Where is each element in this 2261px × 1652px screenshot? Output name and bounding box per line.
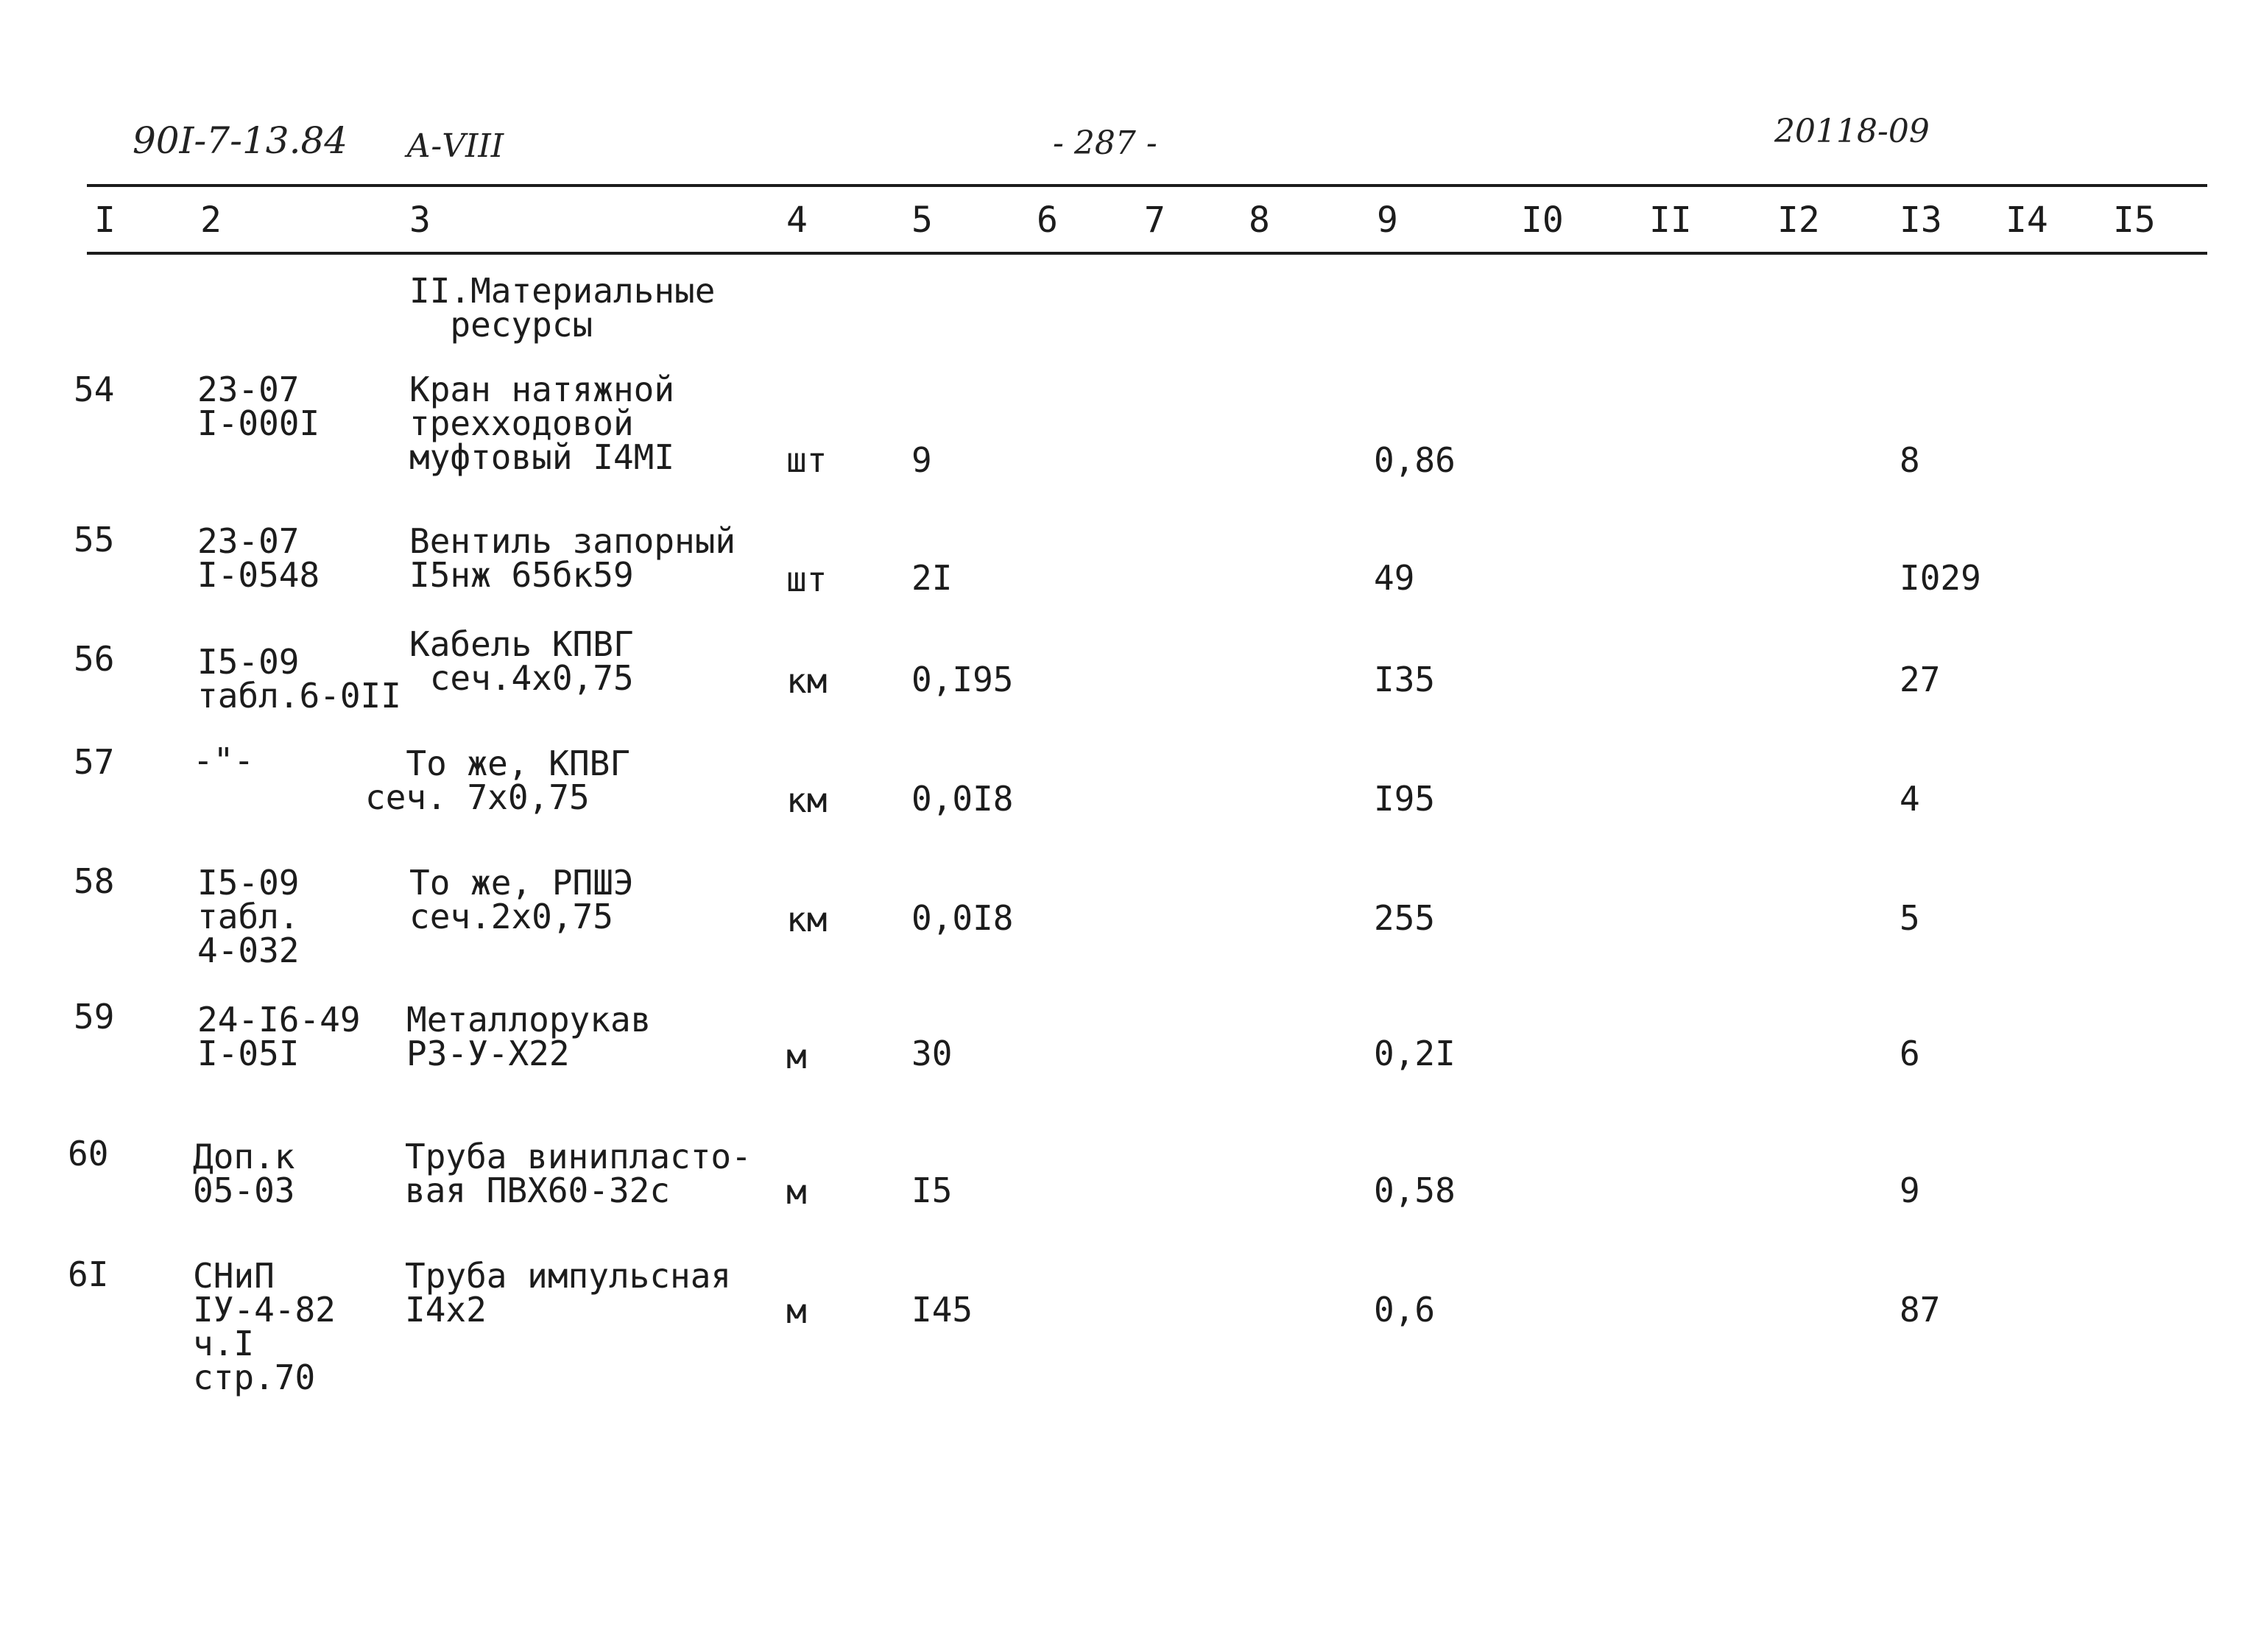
section-title: II.Материальные ресурсы bbox=[409, 271, 716, 345]
row-code: I5-09 табл.6-0II bbox=[197, 642, 401, 716]
row-code: 24-I6-49 I-05I bbox=[197, 1000, 361, 1073]
page-number: - 287 - bbox=[1053, 124, 1157, 162]
row-code: 23-07 I-000I bbox=[197, 370, 320, 443]
row-number: 59 bbox=[74, 997, 115, 1037]
row-name: Труба винипласто- вая ПВХ60-32с bbox=[405, 1137, 752, 1210]
row-total: 5 bbox=[1900, 898, 1920, 938]
doc-code: 90I-7-13.84 bbox=[133, 119, 348, 162]
row-unit: км bbox=[786, 661, 828, 701]
row-unit: км bbox=[786, 780, 828, 820]
row-unit: м bbox=[786, 1172, 807, 1212]
row-name: Кабель КПВГ сеч.4х0,75 bbox=[409, 624, 634, 698]
col-8: 8 bbox=[1249, 200, 1270, 241]
col-5: 5 bbox=[911, 200, 933, 241]
row-name: То же, РПШЭ сеч.2х0,75 bbox=[409, 863, 634, 936]
row-number: 58 bbox=[74, 861, 115, 901]
row-name: То же, КПВГ сеч. 7х0,75 bbox=[365, 744, 631, 817]
row-qty: 9 bbox=[911, 440, 932, 480]
top-rule bbox=[87, 184, 2207, 187]
row-name: Труба импульсная I4х2 bbox=[405, 1256, 732, 1330]
row-unit: км bbox=[786, 900, 828, 939]
row-total: 9 bbox=[1900, 1171, 1920, 1210]
col-7: 7 bbox=[1144, 200, 1165, 241]
row-total: 87 bbox=[1900, 1290, 1941, 1330]
row-price: I35 bbox=[1374, 660, 1436, 699]
row-total: 8 bbox=[1900, 440, 1920, 480]
row-qty: I5 bbox=[911, 1171, 953, 1210]
row-price: 0,58 bbox=[1374, 1171, 1456, 1210]
row-qty: 30 bbox=[911, 1034, 953, 1073]
row-qty: 0,0I8 bbox=[911, 898, 1014, 938]
col-3: 3 bbox=[409, 200, 431, 241]
col-10: I0 bbox=[1521, 200, 1564, 241]
row-qty: 0,0I8 bbox=[911, 779, 1014, 819]
row-number: 57 bbox=[74, 742, 115, 782]
row-code: 23-07 I-0548 bbox=[197, 521, 320, 595]
album-mark: А-VIII bbox=[406, 127, 504, 165]
row-number: 6I bbox=[68, 1254, 109, 1294]
row-qty: I45 bbox=[911, 1290, 973, 1330]
row-price: 49 bbox=[1374, 558, 1415, 598]
row-price: I95 bbox=[1374, 779, 1436, 819]
row-number: 55 bbox=[74, 520, 115, 560]
row-name: Кран натяжной трехходовой муфтовый I4МI bbox=[409, 370, 675, 477]
col-6: 6 bbox=[1037, 200, 1058, 241]
header-bottom-rule bbox=[87, 252, 2207, 255]
row-number: 56 bbox=[74, 639, 115, 679]
row-code: -"- bbox=[193, 741, 255, 780]
row-total: 6 bbox=[1900, 1034, 1920, 1073]
row-unit: шт bbox=[786, 560, 828, 599]
row-qty: 0,I95 bbox=[911, 660, 1014, 699]
row-total: 4 bbox=[1900, 779, 1920, 819]
row-name: Металлорукав РЗ-У-Х22 bbox=[406, 1000, 652, 1073]
row-total: 27 bbox=[1900, 660, 1941, 699]
row-qty: 2I bbox=[911, 558, 953, 598]
col-12: I2 bbox=[1777, 200, 1820, 241]
row-price: 0,86 bbox=[1374, 440, 1456, 480]
row-code: СНиП IУ-4-82 ч.I стр.70 bbox=[193, 1256, 336, 1397]
row-number: 60 bbox=[68, 1134, 109, 1173]
col-4: 4 bbox=[786, 200, 808, 241]
col-2: 2 bbox=[200, 200, 222, 241]
col-11: II bbox=[1649, 200, 1692, 241]
row-total: I029 bbox=[1900, 558, 1981, 598]
col-13: I3 bbox=[1900, 200, 1942, 241]
col-9: 9 bbox=[1377, 200, 1398, 241]
sheet-code: 20118-09 bbox=[1774, 113, 1930, 150]
row-price: 0,2I bbox=[1374, 1034, 1456, 1073]
row-unit: м bbox=[786, 1037, 807, 1076]
row-unit: шт bbox=[786, 440, 828, 480]
col-14: I4 bbox=[2006, 200, 2048, 241]
row-name: Вентиль запорный I5нж 65бк59 bbox=[409, 521, 736, 595]
row-price: 0,6 bbox=[1374, 1290, 1436, 1330]
col-1: I bbox=[94, 200, 116, 241]
row-price: 255 bbox=[1374, 898, 1436, 938]
row-unit: м bbox=[786, 1291, 807, 1331]
row-code: I5-09 табл. 4-032 bbox=[197, 863, 300, 970]
row-code: Доп.к 05-03 bbox=[193, 1137, 295, 1210]
row-number: 54 bbox=[74, 370, 115, 409]
col-15: I5 bbox=[2113, 200, 2156, 241]
